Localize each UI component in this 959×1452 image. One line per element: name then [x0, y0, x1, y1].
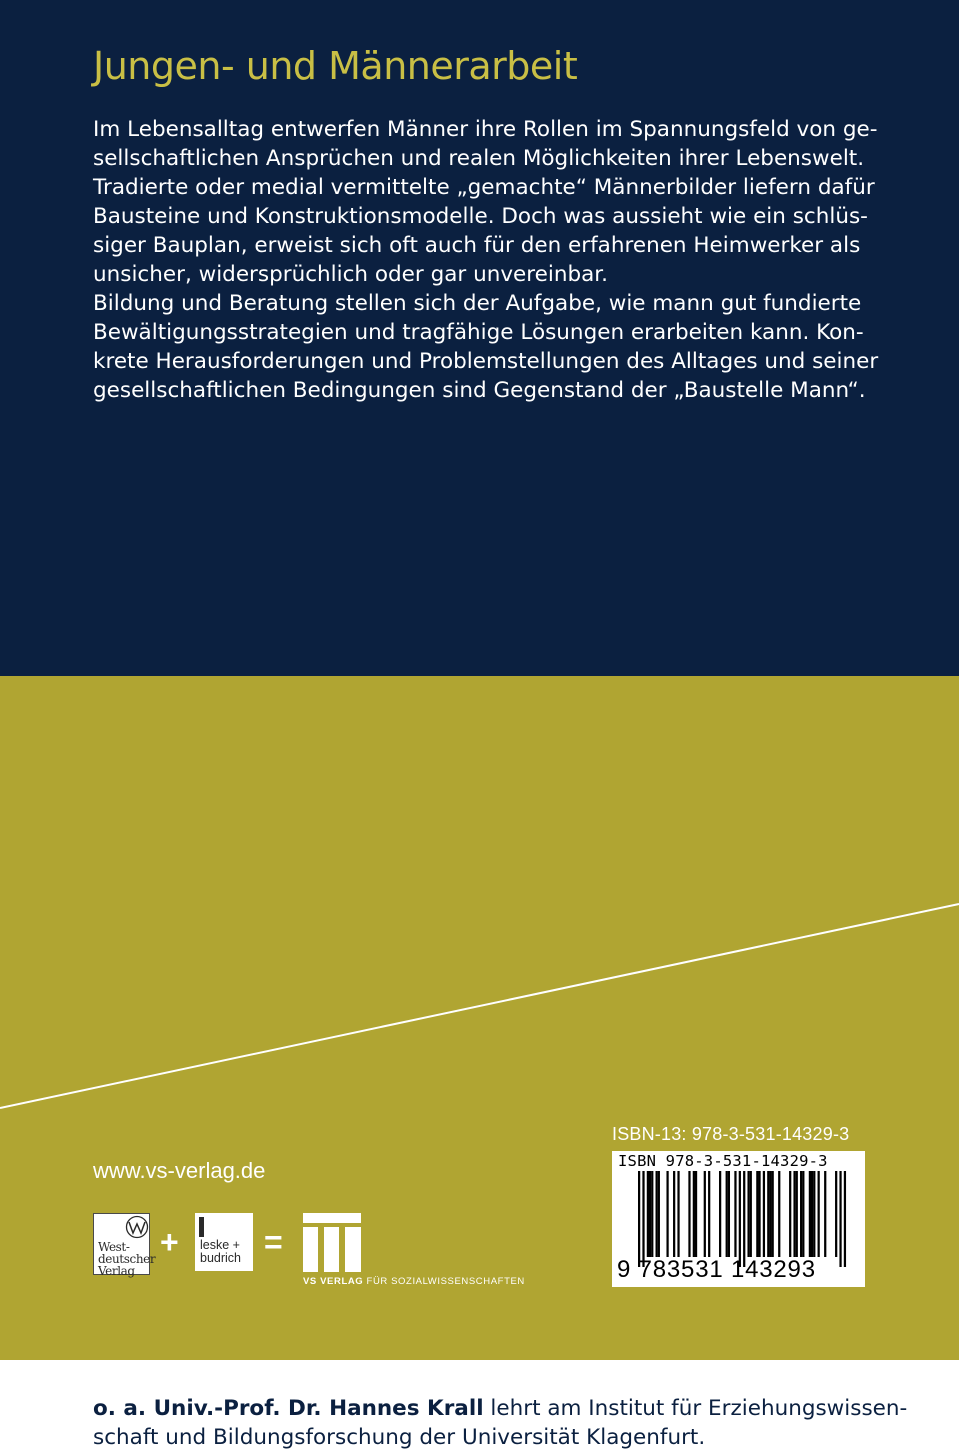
- barcode-bar: [802, 1171, 804, 1257]
- barcode-bar: [647, 1171, 649, 1257]
- blurb-line: gesellschaftlichen Bedingungen sind Gegenstand der „Baustelle Mann“.: [93, 378, 866, 403]
- barcode-bar: [728, 1171, 730, 1257]
- isbn-label: ISBN-13: 978-3-531-14329-3: [612, 1124, 850, 1144]
- blurb-line: Bewältigungsstrategien und tragfähige Lösungen erarbeiten kann. Kon-: [93, 320, 864, 345]
- blurb-line: Im Lebensalltag entwerfen Männer ihre Rollen im Spannungsfeld von ge-: [93, 117, 878, 142]
- barcode-bar: [638, 1171, 640, 1267]
- barcode-bar: [824, 1171, 826, 1257]
- blurb-line: siger Bauplan, erweist sich oft auch für den erfahrenen Heimwerker als: [93, 233, 861, 258]
- barcode-bar: [835, 1171, 837, 1257]
- barcode-isbn-text: ISBN 978-3-531-14329-3: [618, 1152, 828, 1170]
- barcode-bar: [844, 1171, 846, 1267]
- westdeutscher-logo-text: West- deutscher Verlag: [98, 1240, 156, 1278]
- author-bio-line-1: [93, 1394, 908, 1423]
- barcode-bar: [695, 1171, 697, 1257]
- leske-logo-text: leske + budrich: [200, 1238, 241, 1265]
- barcode-bar: [656, 1171, 658, 1257]
- westdeutscher-verlag-logo: [93, 1213, 156, 1278]
- author-bio: [93, 1394, 908, 1452]
- barcode-bar: [642, 1171, 644, 1267]
- leske-emblem-icon: [195, 1213, 253, 1239]
- plus-sign: +: [160, 1224, 179, 1260]
- blurb-line: Tradierte oder medial vermittelte „gemachte“ Männerbilder liefern dafür: [93, 175, 875, 200]
- barcode-bar: [708, 1171, 710, 1257]
- barcode-bar: [756, 1171, 758, 1257]
- barcode-bar: [658, 1171, 660, 1257]
- blurb-line: Bildung und Beratung stellen sich der Aufgabe, wie mann gut fundierte: [93, 291, 862, 316]
- barcode-bar: [793, 1171, 795, 1257]
- barcode-bar: [772, 1171, 774, 1257]
- barcode-bar: [763, 1171, 765, 1257]
- leske-budrich-logo: [195, 1213, 253, 1271]
- barcode-bar: [693, 1171, 695, 1257]
- barcode-bar: [809, 1171, 811, 1257]
- author-name: o. a. Univ.-Prof. Dr. Hannes Krall: [93, 1396, 484, 1421]
- blurb-line: sellschaftlichen Ansprüchen und realen Möglichkeiten ihrer Lebenswelt.: [93, 146, 865, 171]
- barcode-bar: [811, 1171, 813, 1257]
- barcode-bar: [789, 1171, 791, 1257]
- barcode-bar: [651, 1171, 653, 1257]
- blurb-line: krete Herausforderungen und Problemstellungen des Alltages und seiner: [93, 349, 879, 374]
- barcode-digits: 9 783531 143293: [617, 1256, 816, 1283]
- barcode-bars-icon: [638, 1171, 846, 1267]
- barcode-bar: [719, 1171, 721, 1257]
- barcode-bar: [758, 1171, 760, 1257]
- westdeutscher-emblem-icon: [120, 1215, 156, 1241]
- barcode-bar: [813, 1171, 815, 1257]
- barcode-bar: [796, 1171, 798, 1257]
- isbn-barcode: [612, 1151, 865, 1287]
- barcode-bar: [769, 1171, 771, 1257]
- barcode-bar: [800, 1171, 802, 1257]
- barcode-bar: [839, 1171, 841, 1267]
- barcode-bar: [704, 1171, 706, 1257]
- barcode-bar: [750, 1171, 752, 1257]
- author-bio-line-2: schaft und Bildungsforschung der Universität Klagenfurt.: [93, 1425, 706, 1450]
- vs-verlag-wordmark: [303, 1276, 525, 1287]
- barcode-bar: [747, 1171, 749, 1257]
- barcode-bar: [688, 1171, 690, 1257]
- barcode-bar: [767, 1171, 769, 1257]
- barcode-bar: [743, 1171, 745, 1267]
- barcode-bar: [673, 1171, 675, 1257]
- barcode-bar: [818, 1171, 820, 1257]
- blurb-line: unsicher, widersprüchlich oder gar unvereinbar.: [93, 262, 608, 287]
- barcode-bar: [726, 1171, 728, 1257]
- vs-verlag-name: VS VERLAG: [303, 1276, 364, 1287]
- barcode-bar: [739, 1171, 741, 1267]
- barcode-bar: [666, 1171, 668, 1257]
- barcode-bar: [778, 1171, 780, 1257]
- barcode-bar: [734, 1171, 736, 1257]
- blurb-line: Bausteine und Konstruktionsmodelle. Doch was aussieht wie ein schlüs-: [93, 204, 868, 229]
- equals-sign: =: [264, 1224, 283, 1260]
- barcode-bar: [677, 1171, 679, 1257]
- book-title: Jungen- und Männerarbeit: [93, 44, 578, 88]
- barcode-bar: [649, 1171, 651, 1257]
- vs-verlag-subtitle: FÜR SOZIALWISSENSCHAFTEN: [363, 1276, 525, 1287]
- author-bio-text: lehrt am Institut für Erziehungswissen-: [483, 1396, 908, 1421]
- publisher-website: www.vs-verlag.de: [93, 1158, 266, 1183]
- vs-verlag-logo-icon: [303, 1213, 363, 1273]
